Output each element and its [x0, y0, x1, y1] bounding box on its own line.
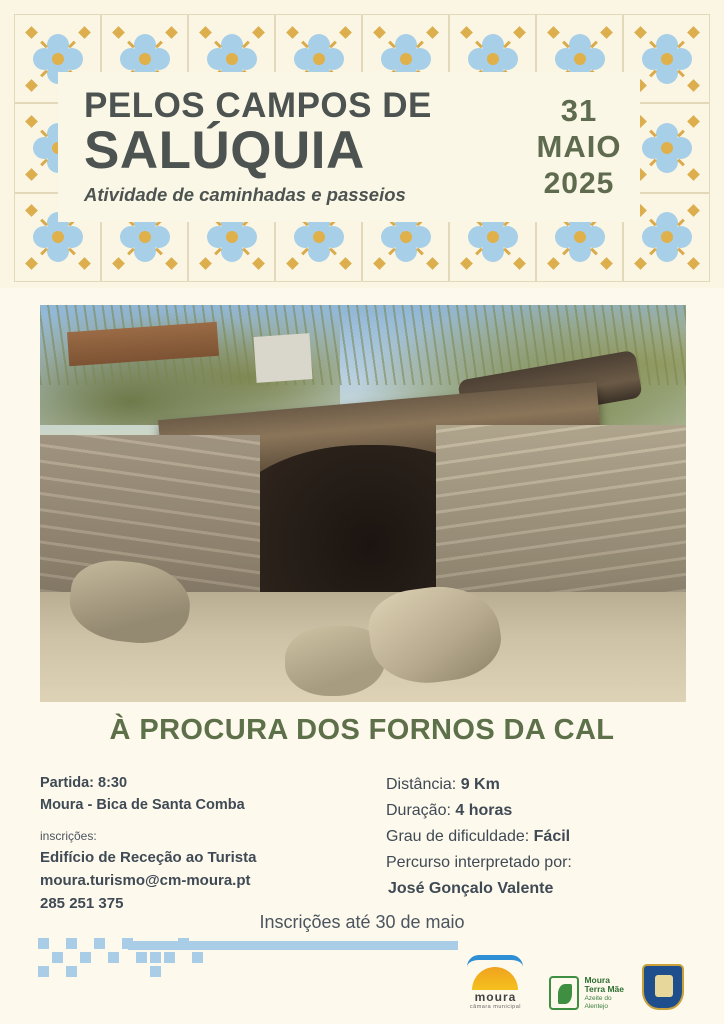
distance-row	[386, 772, 706, 798]
details-left-column	[40, 772, 370, 915]
pixel-square	[164, 952, 175, 963]
moura-arc-icon	[467, 955, 523, 967]
difficulty-label: Grau de dificuldade:	[386, 827, 530, 845]
registration-label: inscrições:	[40, 828, 97, 843]
date-month: MAIO	[536, 129, 622, 165]
pixel-square	[38, 966, 49, 977]
pixel-square	[178, 938, 189, 949]
duration-label: Duração:	[386, 801, 451, 819]
pixel-square	[122, 938, 133, 949]
pixel-square	[66, 966, 77, 977]
departure-row	[40, 772, 370, 794]
pixel-square	[80, 952, 91, 963]
distance-label: Distância:	[386, 776, 457, 793]
pixel-square	[192, 952, 203, 963]
date-year: 2025	[543, 166, 615, 200]
duration-value: 4 horas	[455, 801, 513, 819]
pixel-square	[52, 952, 63, 963]
date-day: 31	[560, 92, 598, 128]
pixel-square	[136, 952, 147, 963]
date-plaque	[518, 72, 640, 222]
pixel-decoration	[38, 938, 228, 1000]
pixel-square	[94, 938, 105, 949]
difficulty-row	[386, 824, 706, 850]
moura-sun-icon	[472, 967, 518, 990]
registration-phone[interactable]: 285 251 375	[40, 895, 124, 913]
subtitle: Atividade de caminhadas e passeios	[84, 184, 406, 206]
difficulty-value: Fácil	[533, 827, 571, 845]
departure-place: Moura - Bica de Santa Comba	[40, 797, 245, 814]
title-line-2: SALÚQUIA	[84, 120, 365, 180]
terra-line-2: Terra Mãe	[584, 984, 624, 995]
registration-place: Edifício de Receção ao Turista	[40, 848, 257, 866]
details-right-column	[386, 772, 706, 902]
terra-line-4: Alentejo	[584, 1002, 608, 1010]
olive-leaf-icon	[549, 976, 579, 1010]
duration-row	[386, 798, 706, 824]
terra-line-3: Azeite do	[584, 995, 612, 1003]
distance-value: 9 Km	[460, 776, 500, 793]
registration-deadline: Inscrições até 30 de maio	[259, 912, 465, 932]
headline: À PROCURA DOS FORNOS DA CAL	[109, 714, 615, 746]
title-line-1: PELOS CAMPOS DE	[84, 85, 432, 125]
lime-kiln-photo	[40, 305, 686, 702]
terra-mae-logo	[549, 976, 624, 1010]
pixel-square	[150, 966, 161, 977]
moura-logo-sub: câmara municipal	[469, 1004, 522, 1010]
terra-mae-text	[584, 976, 624, 1010]
moura-logo-name: moura	[474, 990, 517, 1004]
pixel-square	[108, 952, 119, 963]
title-plaque	[58, 72, 518, 222]
pixel-square	[66, 938, 77, 949]
terra-line-1: Moura	[584, 974, 610, 985]
pixel-square	[38, 938, 49, 949]
guide-name: José Gonçalo Valente	[388, 879, 554, 897]
departure-label: Partida:	[40, 775, 94, 791]
registration-email[interactable]: moura.turismo@cm-moura.pt	[40, 871, 251, 889]
guide-label: Percurso interpretado por:	[386, 853, 572, 871]
logo-row	[459, 953, 684, 1010]
coat-of-arms-icon	[642, 964, 684, 1010]
moura-municipality-logo	[459, 953, 531, 1010]
pixel-square	[150, 952, 161, 963]
photo-white-stone	[253, 333, 312, 383]
departure-time: 8:30	[98, 775, 128, 791]
